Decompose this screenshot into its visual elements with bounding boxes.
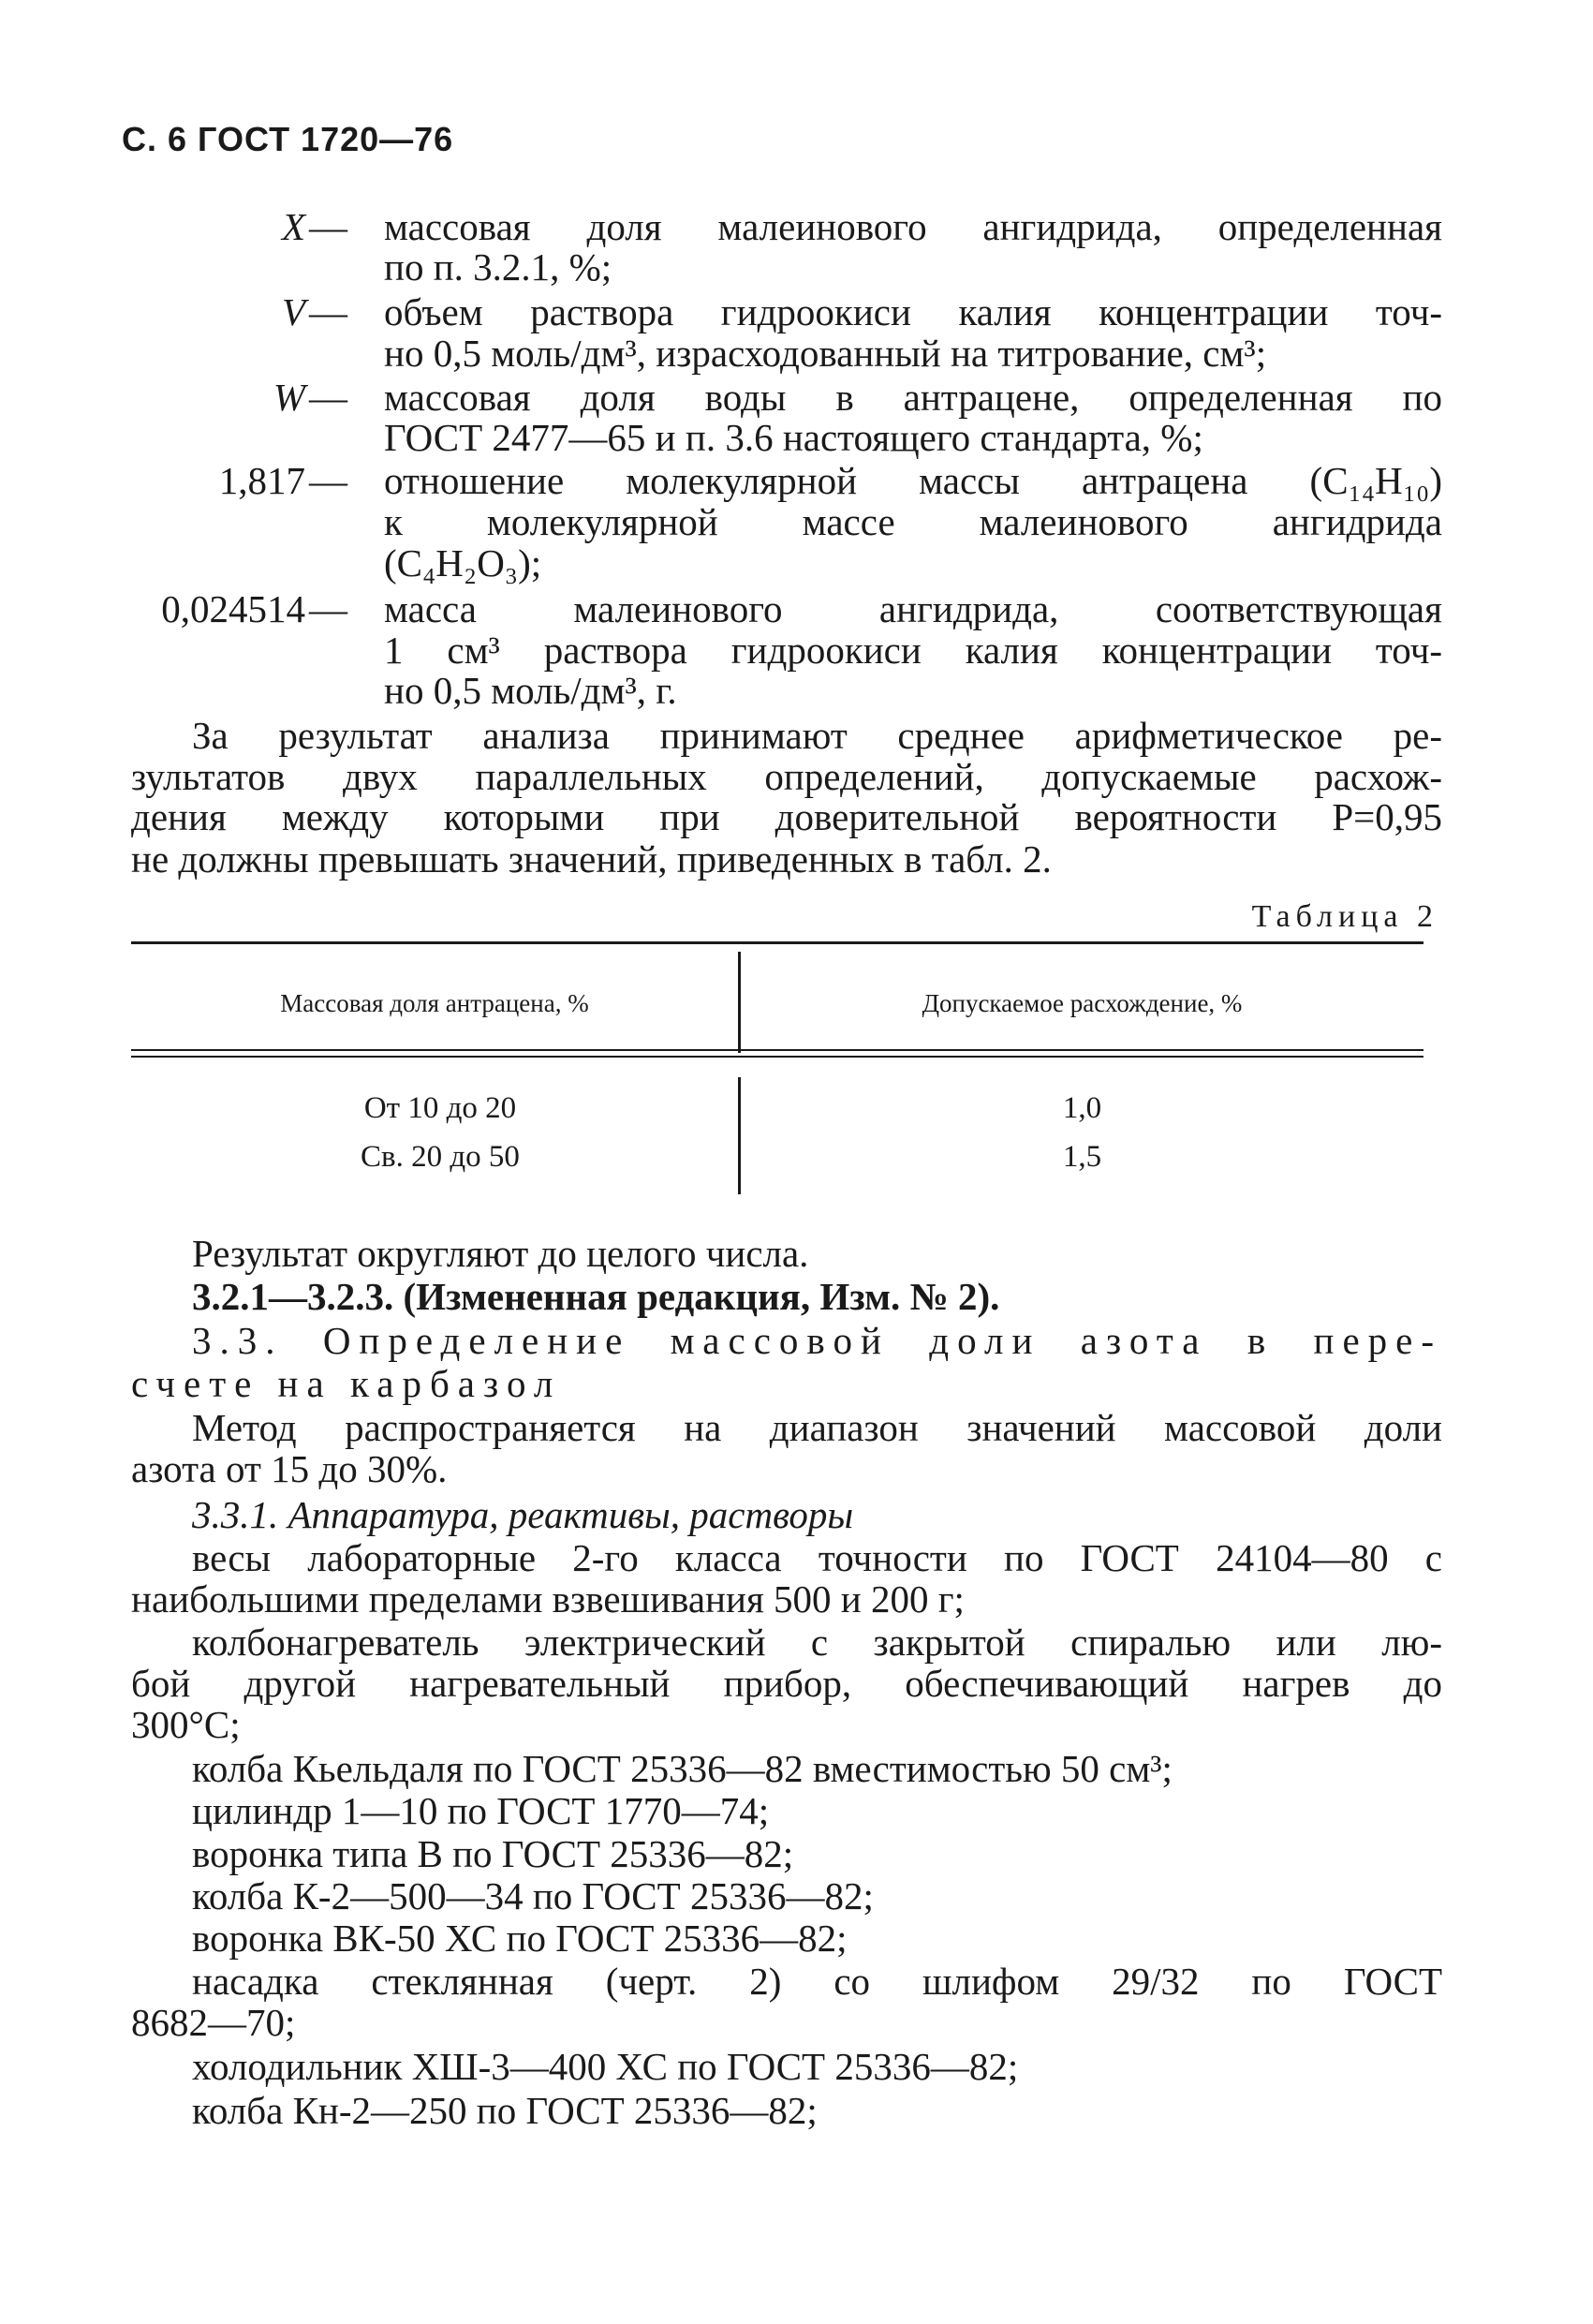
change-note: 3.2.1—3.2.3. (Измененная редакция, Изм. № 2). xyxy=(192,1275,1000,1318)
list-item: колба К-2—500—34 по ГОСТ 25336—82; xyxy=(192,1874,874,1917)
list-item: 300°С; xyxy=(131,1703,241,1746)
table-header-rule-2 xyxy=(131,1056,1423,1058)
definition-dash: — xyxy=(309,376,347,419)
definition-symbol: 1,817 xyxy=(218,459,305,502)
definition-symbol: X xyxy=(281,205,305,248)
table-cell: От 10 до 20 xyxy=(363,1091,517,1125)
list-item: колба Кьельдаля по ГОСТ 25336—82 вместимостью 50 см³; xyxy=(192,1747,1173,1790)
list-item: весы лабораторные 2-го класса точности по ГОСТ 24104—80 с xyxy=(192,1536,1442,1579)
definition-symbol: W xyxy=(273,376,305,419)
definition-text: по п. 3.2.1, %; xyxy=(384,245,612,289)
paragraph-line: дения между которыми при доверительной вероятности P=0,95 xyxy=(131,795,1442,838)
definition-text: но 0,5 моль/дм³, израсходованный на титрование, см³; xyxy=(384,332,1267,375)
definition-text: 1 см³ раствора гидроокиси калия концентрации точ- xyxy=(384,629,1442,672)
definition-dash: — xyxy=(309,587,347,630)
definition-text: но 0,5 моль/дм³, г. xyxy=(384,669,677,712)
definition-text: массовая доля воды в антрацене, определенная по xyxy=(384,376,1442,419)
list-item: бой другой нагревательный прибор, обеспечивающий нагрев до xyxy=(131,1662,1442,1705)
definition-text: отношение молекулярной массы антрацена (C₁₄H₁₀) xyxy=(384,459,1442,502)
table-header-cell: Допускаемое расхождение, % xyxy=(922,989,1243,1017)
definition-symbol: V xyxy=(281,290,305,333)
section-heading: 3.3. Определение массовой доли азота в пере- xyxy=(192,1319,1442,1362)
definition-dash: — xyxy=(309,205,347,248)
table-header-rule xyxy=(131,1049,1423,1051)
method-line: азота от 15 до 30%. xyxy=(131,1447,448,1490)
paragraph-line: не должны превышать значений, приведенных в табл. 2. xyxy=(131,837,1052,881)
table-cell: 1,5 xyxy=(1062,1140,1102,1174)
section-heading: счете на карбазол xyxy=(131,1362,562,1405)
table-cell: 1,0 xyxy=(1062,1091,1102,1125)
list-item: 8682—70; xyxy=(131,2001,296,2044)
definition-symbol: 0,024514 xyxy=(161,587,305,630)
subsection-heading: 3.3.1. Аппаратура, реактивы, растворы xyxy=(192,1493,854,1536)
list-item: воронка типа В по ГОСТ 25336—82; xyxy=(192,1832,794,1875)
list-item: воронка ВК-50 ХС по ГОСТ 25336—82; xyxy=(192,1917,848,1960)
definition-text: масса малеинового ангидрида, соответствующая xyxy=(384,587,1442,630)
rounding-note: Результат округляют до целого числа. xyxy=(192,1232,809,1275)
list-item: колба Кн-2—250 по ГОСТ 25336—82; xyxy=(192,2089,818,2132)
definition-dash: — xyxy=(309,290,347,333)
definition-text: к молекулярной массе малеинового ангидрида xyxy=(384,500,1442,543)
list-item: насадка стеклянная (черт. 2) со шлифом 29/32 по ГОСТ xyxy=(192,1960,1442,2003)
list-item: цилиндр 1—10 по ГОСТ 1770—74; xyxy=(192,1789,770,1832)
method-line: Метод распространяется на диапазон значений массовой доли xyxy=(192,1406,1442,1449)
list-item: холодильник ХШ-3—400 ХС по ГОСТ 25336—82; xyxy=(192,2045,1019,2088)
paragraph-line: За результат анализа принимают среднее арифметическое ре- xyxy=(192,714,1442,757)
table-header-cell: Массовая доля антрацена, % xyxy=(280,989,589,1017)
definition-text: массовая доля малеинового ангидрида, определенная xyxy=(384,205,1442,248)
table-caption: Таблица 2 xyxy=(1251,899,1438,934)
paragraph-line: зультатов двух параллельных определений, допускаемые расхож- xyxy=(131,755,1442,798)
definition-text: (C₄H₂O₃); xyxy=(384,541,542,585)
definition-text: ГОСТ 2477—65 и п. 3.6 настоящего стандарта, %; xyxy=(384,416,1203,459)
table-cell: Св. 20 до 50 xyxy=(361,1140,520,1174)
table-top-rule xyxy=(131,941,1423,944)
definition-dash: — xyxy=(309,459,347,502)
list-item: наибольшими пределами взвешивания 500 и 200 г; xyxy=(131,1577,965,1621)
page-header: С. 6 ГОСТ 1720—76 xyxy=(122,120,454,158)
definition-text: объем раствора гидроокиси калия концентрации точ- xyxy=(384,290,1442,333)
list-item: колбонагреватель электрический с закрытой спиралью или лю- xyxy=(192,1621,1442,1664)
